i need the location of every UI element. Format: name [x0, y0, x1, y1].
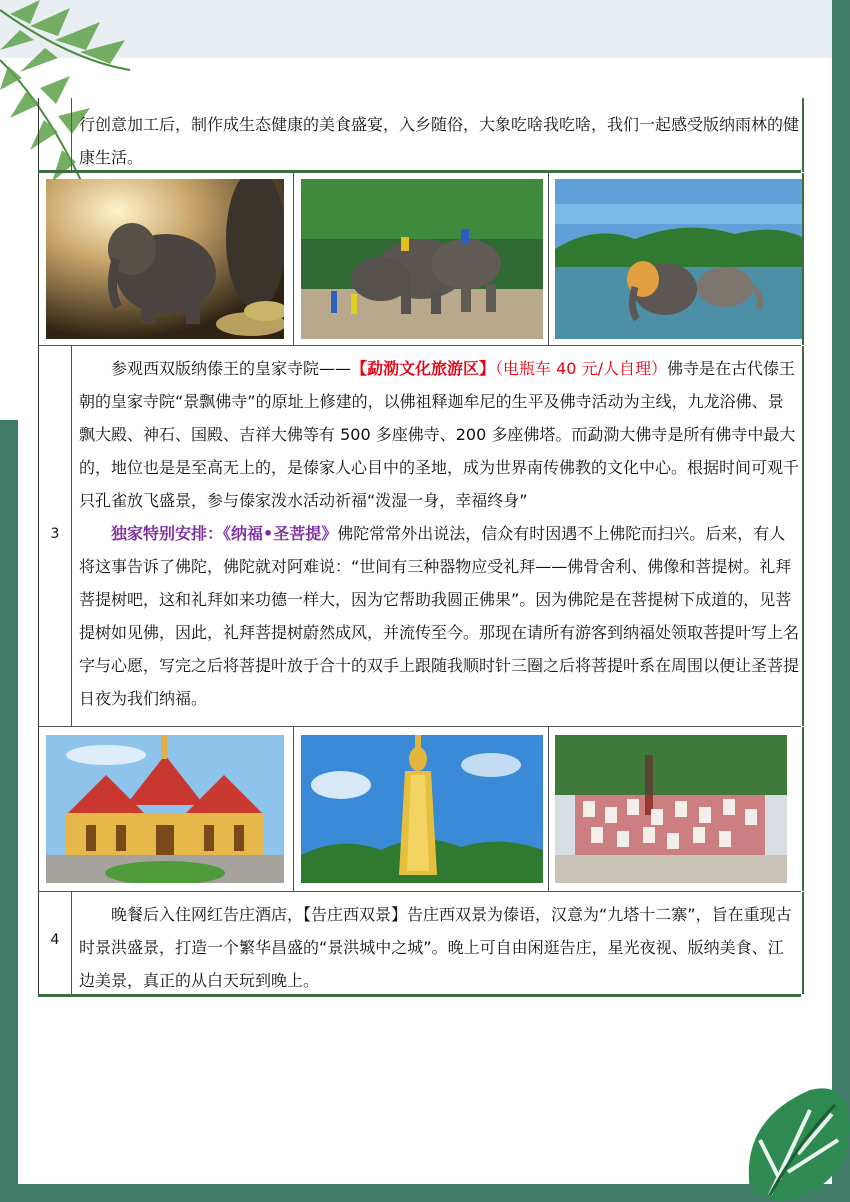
- paragraph-mengle: [79, 352, 799, 517]
- row-number: 3: [50, 526, 60, 542]
- highlight-fee: （电瓶车 40 元/人自理）: [495, 359, 667, 378]
- photo-divider: [293, 173, 294, 345]
- photo-elephants-river: [555, 179, 802, 339]
- itinerary-row-4: [38, 892, 804, 994]
- itinerary-row-previous: [38, 98, 804, 172]
- photo-bodhi-wishes: [555, 735, 787, 883]
- left-border-band: [0, 420, 18, 1202]
- photo-divider: [548, 727, 549, 891]
- photo-row-elephants: [38, 173, 804, 345]
- row-text: [79, 352, 799, 715]
- text: 参观西双版纳傣王的皇家寺院——: [111, 359, 352, 378]
- row-number: 4: [50, 932, 60, 948]
- photo-divider: [293, 727, 294, 891]
- text: 佛陀常常外出说法，信众有时因遇不上佛陀而扫兴。后来，有人将这事告诉了佛陀，佛陀就对阿难说：“世间有三种器物应受礼拜——佛骨舍利、佛像和菩提树。礼拜菩提树吧，这和礼拜如来功德一样大，因为它帮助我圆正佛果”。因为佛陀是在菩提树下成道的，见菩提树如见佛，因此，礼拜菩提树蔚然成风，并流传至今。那现在请所有游客到纳福处领取菩提叶写上名字与心愿，写完之后将菩提叶放于合十的双手上跟随我顺时针三圈之后将菩提叶系在周围以便让圣菩提日夜为我们纳福。: [79, 524, 800, 708]
- highlight-special: 独家特别安排：《纳福•圣菩提》: [111, 524, 338, 543]
- paragraph-bodhi: [79, 517, 799, 715]
- photo-golden-buddha: [301, 735, 543, 883]
- table-bottom-border: [38, 994, 801, 997]
- column-divider: [71, 892, 72, 994]
- bottom-border-band: [0, 1184, 850, 1202]
- photo-royal-temple: [46, 735, 284, 883]
- right-border-band: [832, 0, 850, 1202]
- photo-elephant-show: [301, 179, 543, 339]
- text: 佛寺是在古代傣王朝的皇家寺院“景飘佛寺”的原址上修建的，以佛祖释迦牟尼的生平及佛寺活动为主线，九龙浴佛、景飘大殿、神石、国殿、吉祥大佛等有 500 多座佛寺、200 多座佛塔。而勐泐大佛寺是所有佛寺中最大的，地位也是是至高无上的，是傣家人心目中的圣地，成为世界南传佛教的文化中心。根据时间可观千只孔雀放飞盛景，参与傣家泼水活动祈福“泼湿一身，幸福终身”: [79, 359, 800, 510]
- column-divider: [71, 98, 72, 172]
- itinerary-table: [38, 98, 801, 996]
- monstera-leaf-decoration: [740, 1080, 850, 1202]
- itinerary-row-3: [38, 346, 804, 726]
- column-divider: [71, 346, 72, 726]
- paragraph: 行创意加工后，制作成生态健康的美食盛宴，入乡随俗，大象吃啥我吃啥，我们一起感受版纳雨林的健康生活。: [79, 115, 800, 167]
- paragraph-gaozhuang: 晚餐后入住网红告庄酒店，【告庄西双景】告庄西双景为傣语，汉意为“九塔十二寨”，旨在重现古时景洪盛景，打造一个繁华昌盛的“景洪城中之城”。晚上可自由闲逛告庄，星光夜视、版纳美食、江边美景，真正的从白天玩到晚上。: [79, 905, 792, 990]
- row-text: [79, 898, 799, 997]
- highlight-attraction: 【勐泐文化旅游区】: [351, 359, 496, 378]
- row-text: [79, 108, 799, 174]
- photo-baby-elephant: [46, 179, 284, 339]
- photo-divider: [548, 173, 549, 345]
- photo-row-temple: [38, 727, 804, 891]
